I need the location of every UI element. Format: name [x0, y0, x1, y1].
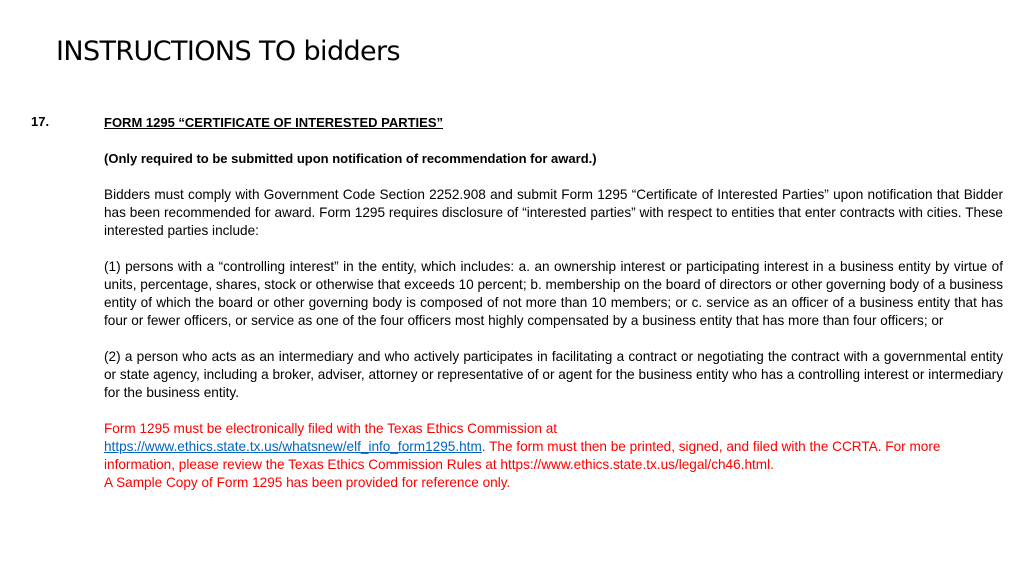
- paragraph-controlling-interest: (1) persons with a “controlling interest” in the entity, which includes: a. an ownership interest or participating interest in a business entity by virtue of units, percentage, shares, stock or otherwise that exceeds 10 percent; b. membership on the board of directors or other governing body of a business entity of which the board or other governing body is composed of not more than 10 members; or c. service as an officer of a business entity that has four or fewer officers, or service as one of the four officers most highly compensated by a business entity that has more than four officers; or: [104, 259, 1003, 328]
- notice-line-2: [104, 438, 1003, 474]
- filing-notice: [104, 420, 1003, 492]
- section-content: [104, 114, 1003, 492]
- ethics-form-link[interactable]: https://www.ethics.state.tx.us/whatsnew/elf_info_form1295.htm: [104, 439, 482, 454]
- paragraph-intermediary: (2) a person who acts as an intermediary and who actively participates in facilitating a contract or negotiating the contract with a governmental entity or state agency, including a broker, adviser, attorney or representative of or agent for the business entity who has a controlling interest or intermediary for the business entity.: [104, 349, 1003, 400]
- form-subheading: (Only required to be submitted upon notification of recommendation for award.): [104, 151, 597, 166]
- notice-line-1: Form 1295 must be electronically filed with the Texas Ethics Commission at: [104, 421, 558, 436]
- page-title: INSTRUCTIONS TO bidders: [56, 36, 401, 67]
- notice-after-link: . The form must then be printed, signed, and filed with the CCRTA. For more information, please review the Texas Ethics Commission Rules at https://www.ethics.state.tx.us/legal/ch46.html.: [104, 439, 941, 472]
- sample-copy-note: A Sample Copy of Form 1295 has been provided for reference only.: [104, 475, 511, 490]
- section-number: 17.: [31, 114, 50, 129]
- paragraph-requirements: Bidders must comply with Government Code Section 2252.908 and submit Form 1295 “Certificate of Interested Parties” upon notification that Bidder has been recommended for award. Form 1295 requires disclosure of “interested parties” with respect to entities that enter contracts with cities. These interested parties include:: [104, 187, 1003, 238]
- form-heading: FORM 1295 “CERTIFICATE OF INTERESTED PARTIES”: [104, 115, 443, 130]
